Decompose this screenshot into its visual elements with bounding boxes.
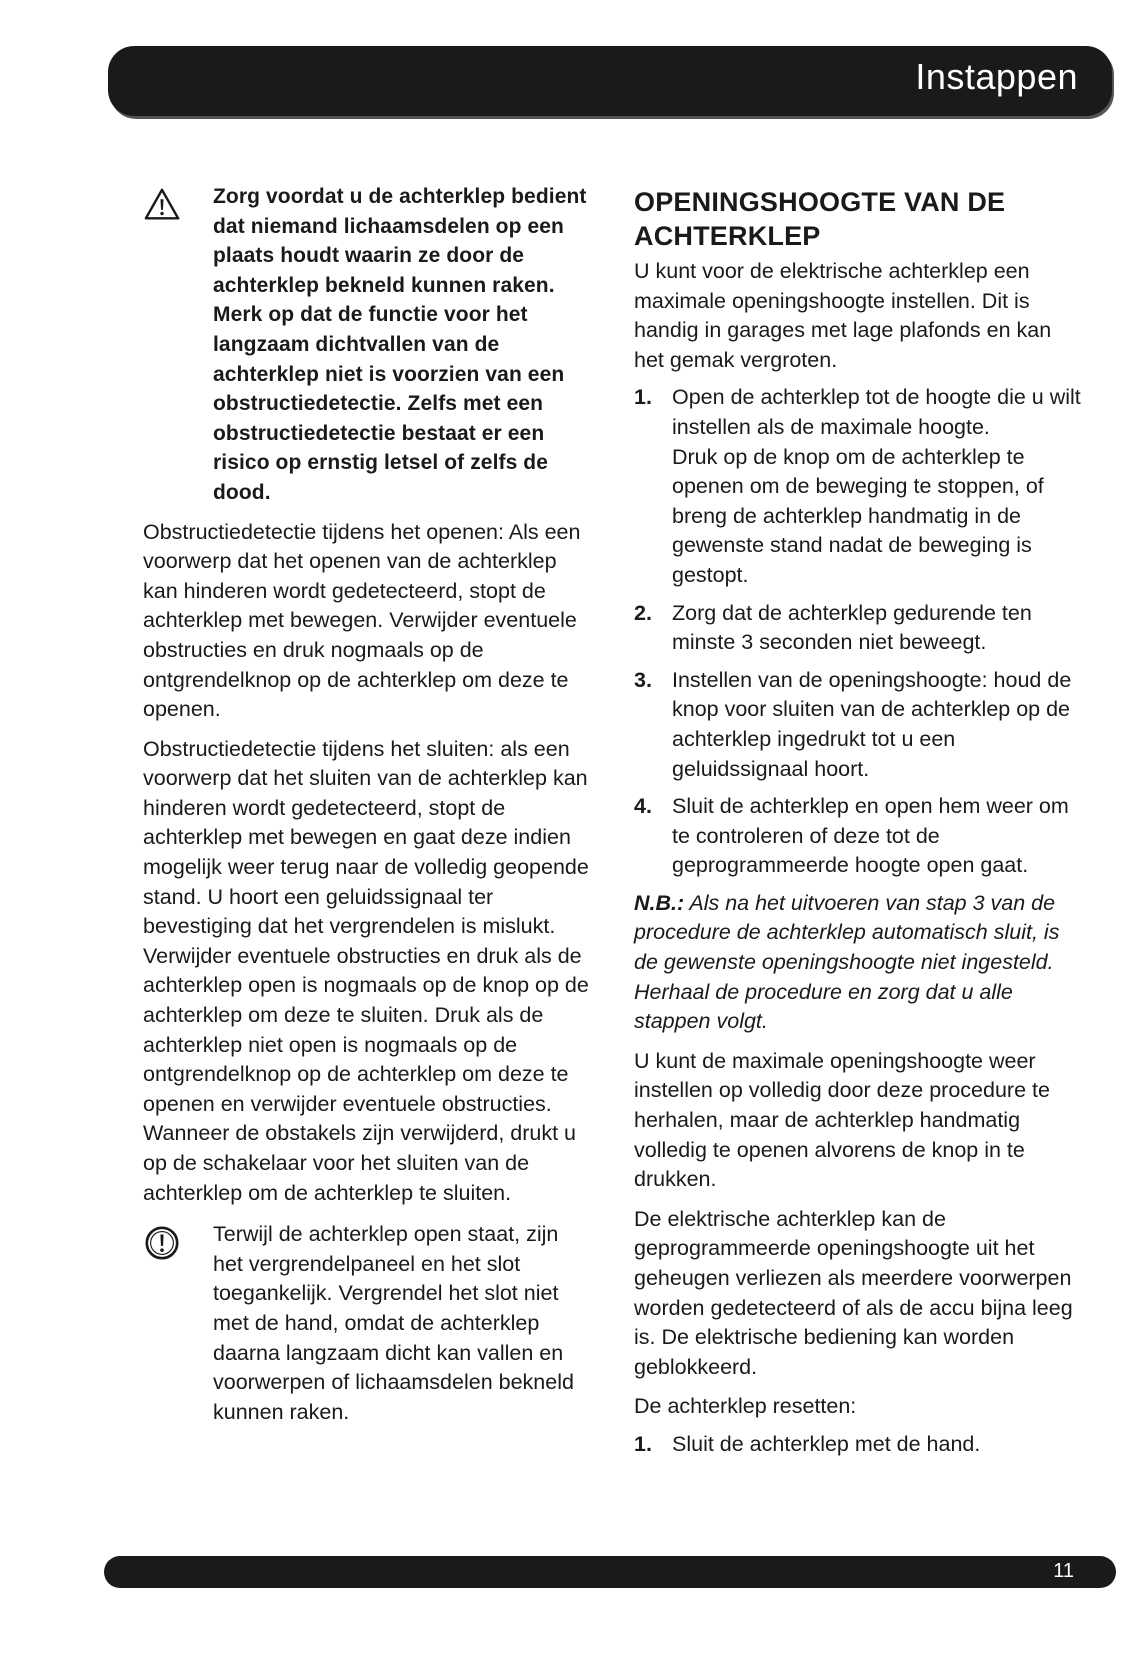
memory-paragraph: De elektrische achterklep kan de geprogrammeerde openingshoogte uit het geheugen verliezen als meerdere voorwerpen worden gedetecteerd of als de accu bijna leeg is. De elektrische bediening kan worden geblokkeerd. — [634, 1206, 1073, 1379]
step-extra-text: Druk op de knop om de achterklep te openen om de beweging te stoppen, of breng de achterklep handmatig in de gewenste stand nadat de beweging is gestopt. — [672, 444, 1044, 587]
step-text: Sluit de achterklep en open hem weer om te controleren of deze tot de geprogrammeerde hoogte open gaat. — [672, 794, 1069, 878]
step-text: Instellen van de openingshoogte: houd de knop voor sluiten van de achterklep op de achterklep ingedrukt tot u een geluidssignaal hoort. — [672, 667, 1072, 781]
section-heading: OPENINGSHOOGTE VAN DE ACHTERKLEP — [634, 187, 1006, 251]
list-item — [634, 792, 1084, 881]
step-text: Sluit de achterklep met de hand. — [672, 1431, 981, 1456]
page-number: 11 — [1053, 1560, 1074, 1582]
note-text: Als na het uitvoeren van stap 3 van de procedure de achterklep automatisch sluit, is de gewenste openingshoogte niet ingesteld. Herhaal de procedure en zorg dat u alle stappen volgt. — [634, 890, 1060, 1034]
warning-note — [143, 182, 593, 508]
step-number: 1. — [634, 385, 652, 410]
reset-label: De achterklep resetten: — [634, 1394, 857, 1419]
note-paragraph — [634, 889, 1084, 1037]
step-number: 4. — [634, 794, 652, 819]
step-number: 1. — [634, 1431, 652, 1456]
warning-triangle-icon — [143, 186, 181, 224]
note-label: N.B.: — [634, 890, 685, 915]
obstruction-closing-paragraph: Obstructiedetectie tijdens het sluiten: als een voorwerp dat het sluiten van de achterklep kan hinderen wordt gedetecteerd, stopt de achterklep met bewegen en gaat deze indien mogelijk weer terug naar de volledig geopende stand. U hoort een geluidssignaal ter bevestiging dat het vergrendelen is mislukt. Verwijder eventuele obstructies en druk als de achterklep open is nogmaals op de knop op de achterklep om deze te sluiten. Druk als de achterklep niet open is nogmaals op de ontgrendelknop op de achterklep om deze te openen en verwijder eventuele obstructies. Wanneer de obstakels zijn verwijderd, drukt u op de schakelaar voor het sluiten van de achterklep om de achterklep te sluiten. — [143, 736, 589, 1205]
exclamation-circle-icon — [143, 1224, 181, 1262]
warning-text: Zorg voordat u de achterklep bedient dat niemand lichaamsdelen op een plaats houdt waarin ze door de achterklep bekneld kunnen raken. Merk op dat de functie voor het langzaam dichtvallen van de achterklep niet is voorzien van een obstructiedetectie. Zelfs met een obstructiedetectie bestaat er een risico op ernstig letsel of zelfs de dood. — [213, 185, 587, 504]
list-item — [634, 1430, 1084, 1460]
right-column — [634, 182, 1084, 1460]
reset-info-paragraph: U kunt de maximale openingshoogte weer instellen op volledig door deze procedure te herhalen, maar de achterklep handmatig volledig te openen alvorens de knop in te drukken. — [634, 1048, 1050, 1192]
footer-bar — [104, 1556, 1116, 1588]
step-number: 2. — [634, 600, 652, 625]
list-item — [634, 383, 1084, 590]
info-note — [143, 1220, 593, 1427]
header-bar — [108, 46, 1112, 116]
obstruction-opening-paragraph: Obstructiedetectie tijdens het openen: Als een voorwerp dat het openen van de achterklep kan hinderen wordt gedetecteerd, stopt de achterklep met bewegen. Verwijder eventuele obstructies en druk nogmaals op de ontgrendelknop op de achterklep om deze te openen. — [143, 519, 581, 722]
page-title: Instappen — [915, 56, 1078, 97]
step-text: Open de achterklep tot de hoogte die u wilt instellen als de maximale hoogte. — [672, 385, 1081, 439]
intro-paragraph: U kunt voor de elektrische achterklep een maximale openingshoogte instellen. Dit is handig in garages met lage plafonds en kan het gemak vergroten. — [634, 259, 1052, 372]
list-item — [634, 599, 1084, 658]
step-number: 3. — [634, 667, 652, 692]
list-item — [634, 666, 1084, 784]
info-text: Terwijl de achterklep open staat, zijn het vergrendelpaneel en het slot toegankelijk. Vergrendel het slot niet met de hand, omdat de achterklep daarna langzaam dicht kan vallen en voorwerpen of lichaamsdelen bekneld kunnen raken. — [213, 1222, 574, 1424]
step-text: Zorg dat de achterklep gedurende ten minste 3 seconden niet beweegt. — [672, 600, 1032, 655]
left-column — [143, 182, 593, 1427]
